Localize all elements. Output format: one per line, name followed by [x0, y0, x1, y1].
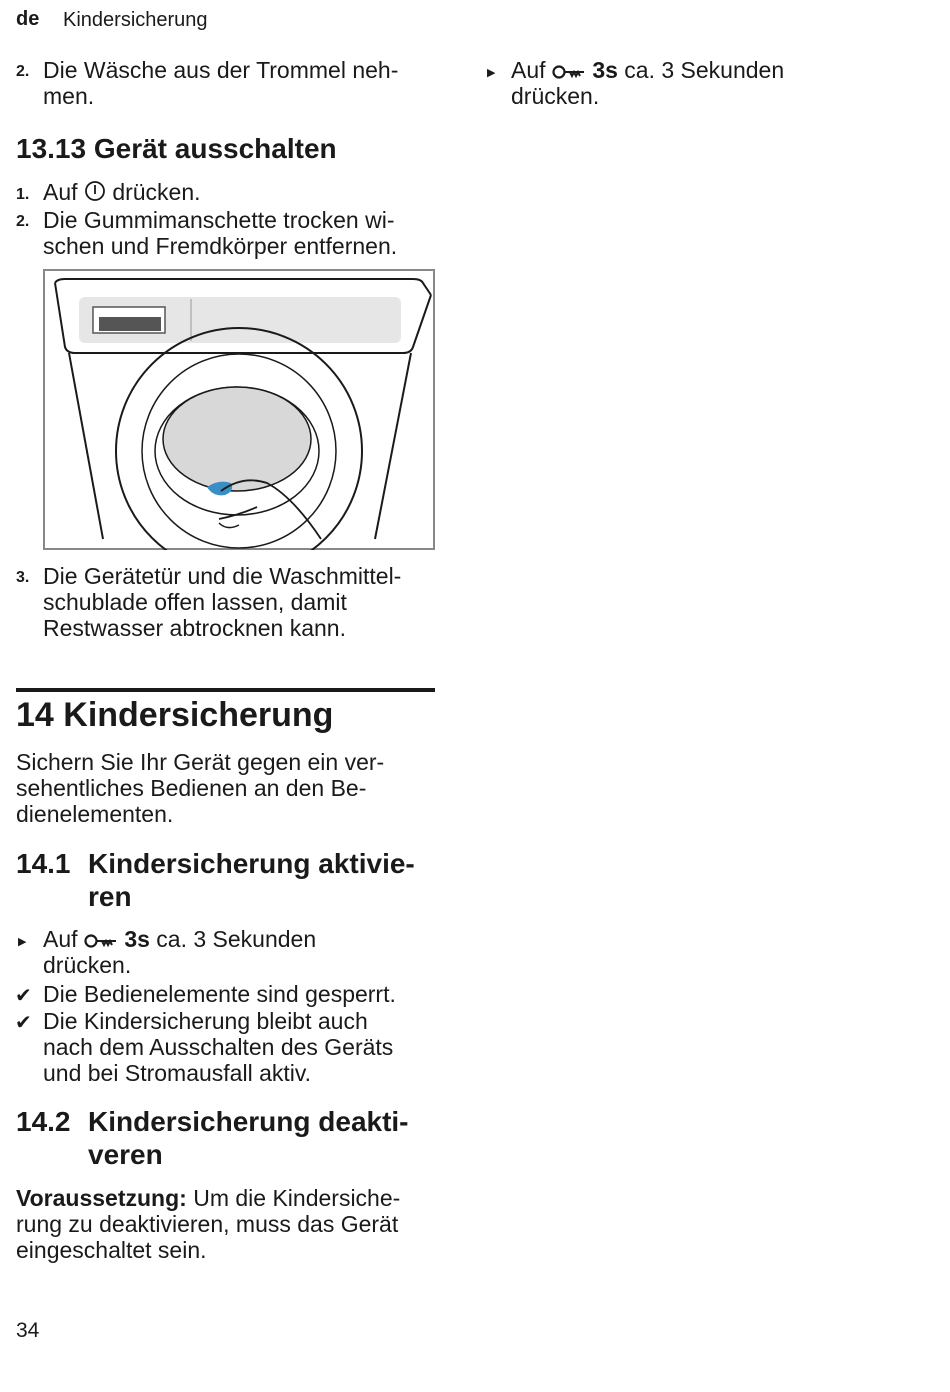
prerequisite-label: Voraussetzung:	[16, 1185, 187, 1211]
step-text	[43, 57, 443, 109]
step-number: 3.	[16, 569, 30, 586]
section-number-14-1: 14.1	[16, 848, 71, 879]
text-line: Sichern Sie Ihr Gerät gegen ein ver-	[16, 749, 385, 775]
text-line: dienelementen.	[16, 801, 174, 827]
text-line: ren	[88, 881, 132, 912]
section-heading-14-2	[88, 1105, 438, 1171]
text-line: drücken.	[511, 83, 600, 109]
text-line: sehentliches Bedienen an den Be-	[16, 775, 367, 801]
text-line: Die Gerätetür und die Waschmittel-	[43, 563, 402, 589]
key-icon	[84, 933, 118, 949]
text-line: Kindersicherung aktivie-	[88, 848, 415, 879]
result-text: Die Bedienelemente sind gesperrt.	[43, 981, 396, 1007]
action-step	[511, 57, 931, 109]
text-fragment: drücken.	[112, 179, 201, 205]
text-line: schublade offen lassen, damit	[43, 589, 347, 615]
text-fragment: ca. 3 Sekunden	[624, 57, 785, 83]
text-line: eingeschaltet sein.	[16, 1237, 207, 1263]
text-fragment: Um die Kindersiche-	[186, 1185, 401, 1211]
text-line: drücken.	[43, 952, 132, 978]
key-icon	[552, 64, 586, 80]
text-line: nach dem Ausschalten des Geräts	[43, 1034, 394, 1060]
text-fragment: Auf	[43, 179, 78, 205]
checkmark-icon: ✔	[15, 985, 32, 1007]
section-heading-13-13: 13.13 Gerät ausschalten	[16, 133, 337, 164]
chapter-divider	[16, 688, 435, 692]
power-icon	[84, 180, 106, 202]
text-line: rung zu deaktivieren, muss das Gerät	[16, 1211, 399, 1237]
text-fragment: Auf	[511, 57, 546, 83]
washing-machine-illustration	[43, 269, 435, 550]
step-text	[43, 179, 443, 205]
text-fragment: 3s	[592, 57, 618, 83]
text-line: Kindersicherung deakti-	[88, 1106, 409, 1137]
step-number: 1.	[16, 186, 30, 203]
step-text	[43, 563, 443, 641]
chapter-heading-14: 14 Kindersicherung	[16, 696, 334, 734]
text-line: und bei Stromausfall aktiv.	[43, 1060, 312, 1086]
text-line: schen und Fremdkörper entfernen.	[43, 233, 398, 259]
checkmark-icon: ✔	[15, 1012, 32, 1034]
text-fragment: Auf	[43, 926, 78, 952]
chapter-intro	[16, 749, 436, 827]
text-line: Die Gummimanschette trocken wi-	[43, 207, 395, 233]
action-bullet-icon: ▶	[18, 936, 27, 948]
section-heading-14-1	[88, 847, 438, 913]
action-step	[43, 926, 443, 978]
text-fragment: 3s	[124, 926, 150, 952]
text-line: Die Wäsche aus der Trommel neh-	[43, 57, 399, 83]
step-text	[43, 207, 443, 259]
prerequisite-text	[16, 1185, 441, 1263]
section-number-14-2: 14.2	[16, 1106, 71, 1137]
text-fragment: ca. 3 Sekunden	[156, 926, 317, 952]
page-number: 34	[16, 1319, 40, 1342]
text-line: men.	[43, 83, 95, 109]
text-line: Restwasser abtrocknen kann.	[43, 615, 346, 641]
step-number: 2.	[16, 213, 30, 230]
language-code: de	[16, 8, 40, 30]
running-header-title: Kindersicherung	[63, 9, 208, 31]
action-bullet-icon: ▶	[487, 67, 496, 79]
text-line: Die Kindersicherung bleibt auch	[43, 1008, 368, 1034]
text-line: veren	[88, 1139, 163, 1170]
result-text	[43, 1008, 443, 1086]
step-number: 2.	[16, 63, 30, 80]
